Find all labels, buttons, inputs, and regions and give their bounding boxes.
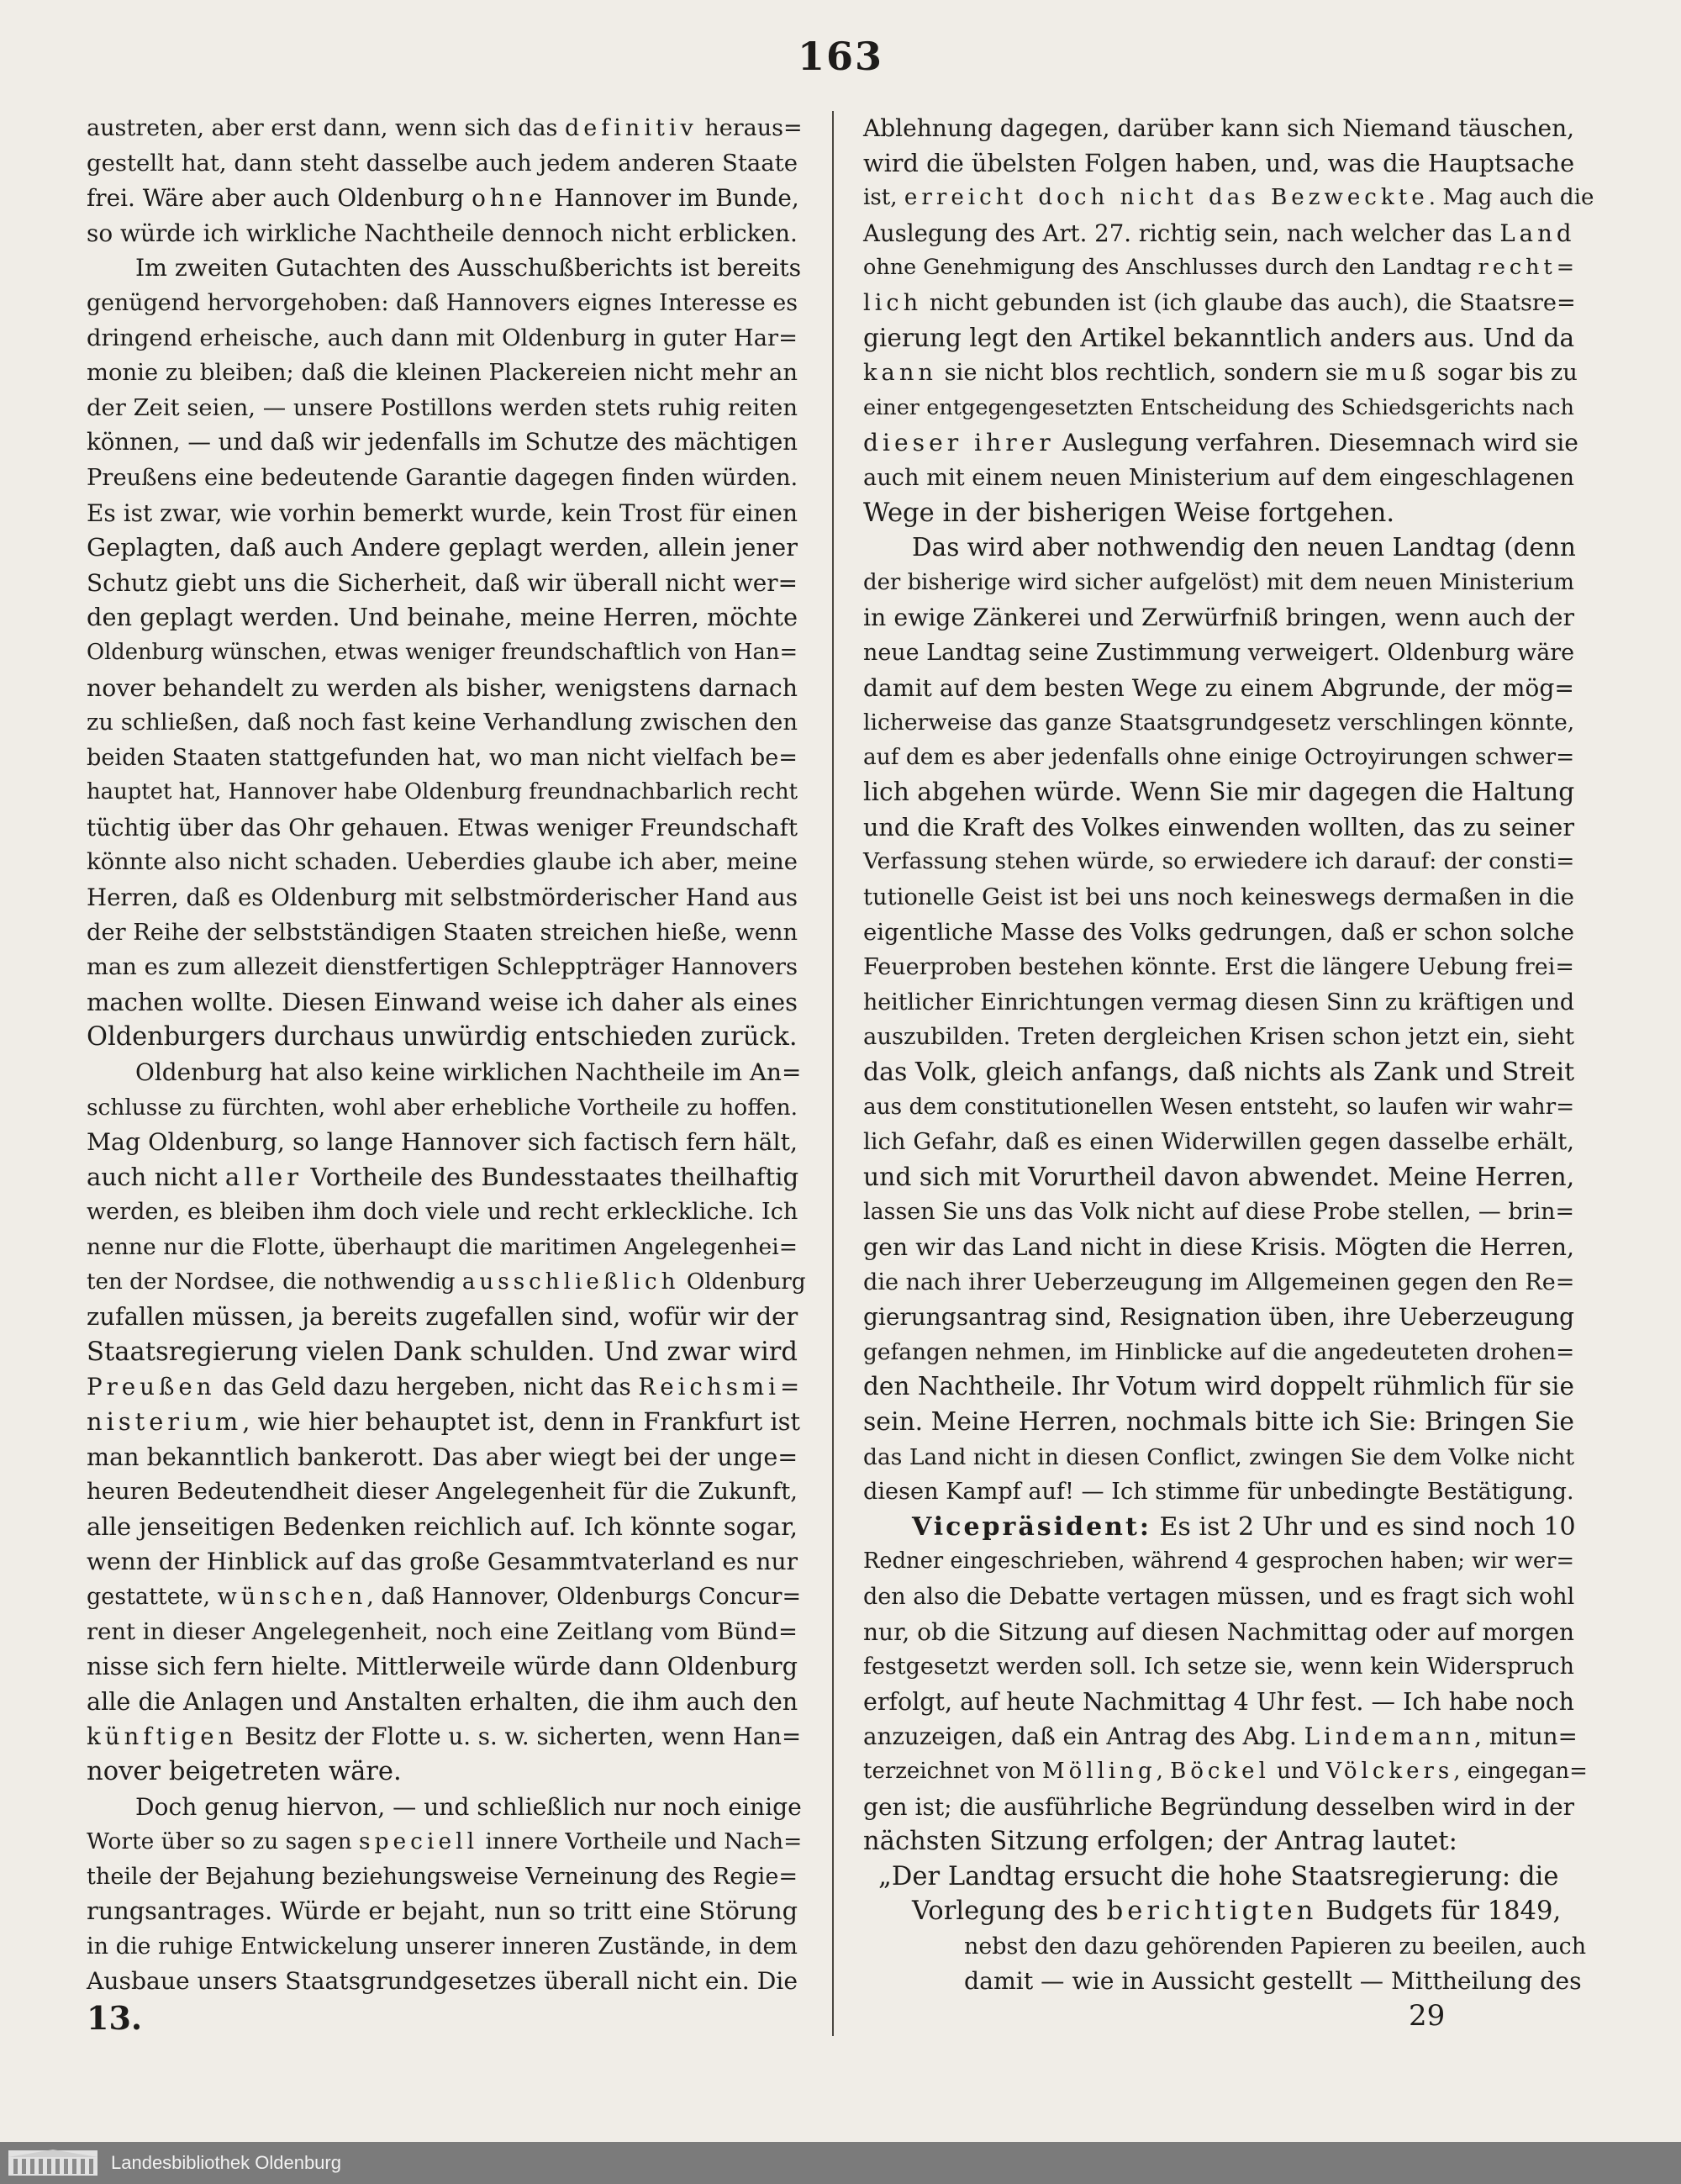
text-line	[863, 845, 1574, 880]
text-run: Staatsregierung vielen Dank schulden. Und zwar wird	[87, 1337, 798, 1367]
text-line	[87, 1300, 798, 1335]
text-line	[863, 286, 1574, 321]
text-line	[863, 600, 1574, 636]
text-run: und sich mit Vorurtheil davon abwendet. Meine Herren,	[863, 1162, 1575, 1192]
text-run: Redner eingeschrieben, während 4 gesprochen haben; wir wer=	[863, 1548, 1574, 1575]
text-run: festgesetzt werden soll. Ich setze sie, wenn kein Widerspruch	[863, 1654, 1574, 1680]
spaced-emphasis: muß	[1365, 360, 1431, 387]
text-line	[87, 775, 798, 810]
text-run: in ewige Zänkerei und Zerwürfniß bringen, wenn auch der	[863, 604, 1574, 632]
text-line	[87, 1265, 806, 1300]
text-run: sogar bis zu	[1430, 360, 1578, 387]
text-run: auch mit einem neuen Ministerium auf dem eingeschlagenen	[863, 464, 1574, 491]
spaced-emphasis: Mölling	[1042, 1758, 1157, 1784]
text-run: sie nicht blos rechtlich, sondern sie	[936, 360, 1366, 387]
text-line	[87, 251, 802, 286]
spaced-emphasis: definitiv	[565, 115, 698, 141]
spaced-emphasis: Lindemann	[1304, 1722, 1475, 1751]
text-line	[87, 1195, 798, 1230]
spaced-emphasis: speciell	[359, 1828, 479, 1855]
text-run: einer entgegengesetzten Entscheidung des Schiedsgerichts nach	[863, 394, 1574, 420]
text-run: Das wird aber nothwendig den neuen Landtag (denn	[912, 533, 1576, 562]
text-line	[87, 1405, 798, 1440]
text-line	[863, 1335, 1574, 1370]
text-run: alle jenseitigen Bedenken reichlich auf. Ich könnte sogar,	[87, 1511, 798, 1541]
text-run: so würde ich wirkliche Nachtheile dennoch nicht erblicken.	[87, 219, 798, 247]
text-line	[863, 1160, 1574, 1195]
text-line	[87, 1790, 802, 1825]
text-run: Doch genug hiervon, — und schließlich nur noch einige	[135, 1792, 802, 1821]
text-run: heraus=	[697, 115, 803, 141]
text-run: heuren Bedeutendheit dieser Angelegenheit für die Zukunft,	[87, 1478, 798, 1506]
speaker-label: Vicepräsident:	[912, 1511, 1151, 1542]
text-line	[87, 845, 798, 880]
text-line	[863, 1860, 1574, 1895]
text-line	[863, 1474, 1574, 1510]
text-line	[863, 1300, 1574, 1335]
text-run: rent in dieser Angelegenheit, noch eine Zeitlang vom Bünd=	[87, 1618, 798, 1645]
text-line	[87, 1544, 798, 1580]
page-number: 163	[797, 34, 884, 79]
text-run: damit auf dem besten Wege zu einem Abgrunde, der mög=	[863, 673, 1574, 702]
text-line	[863, 1230, 1574, 1265]
text-run: frei. Wäre aber auch Oldenburg	[87, 184, 472, 213]
text-run: „Der Landtag ersucht die hohe Staatsregierung: die	[878, 1861, 1559, 1891]
text-line	[863, 1685, 1574, 1720]
text-run: nenne nur die Flotte, überhaupt die maritimen Angelegenhei=	[87, 1234, 798, 1260]
spaced-emphasis: berichtigten	[1106, 1896, 1318, 1927]
spaced-emphasis: Reichsmi=	[638, 1373, 804, 1401]
text-run: Auslegung verfahren. Diesemnach wird sie	[1054, 429, 1578, 457]
text-run: , wie hier behauptet ist, denn in Frankfurt ist	[242, 1406, 800, 1436]
text-run: gefangen nehmen, im Hinblicke auf die angedeuteten drohen=	[863, 1338, 1575, 1365]
text-run: anzuzeigen, daß ein Antrag des Abg.	[863, 1722, 1304, 1751]
text-run: wird die übelsten Folgen haben, und, was die Hauptsache	[863, 148, 1575, 177]
text-line	[863, 1719, 1578, 1754]
text-run: Im zweiten Gutachten des Ausschußberichts ist bereits	[135, 254, 802, 282]
text-run: dringend erheische, auch dann mit Oldenburg in guter Har=	[87, 324, 798, 351]
text-run: monie zu bleiben; daß die kleinen Plackereien nicht mehr an	[87, 360, 798, 387]
text-run: zufallen müssen, ja bereits zugefallen sind, wofür wir der	[87, 1302, 798, 1332]
text-run: , mitun=	[1474, 1722, 1578, 1751]
text-run: , daß Hannover, Oldenburgs Concur=	[366, 1583, 802, 1610]
text-run: Geplagten, daß auch Andere geplagt werden, allein jener	[87, 533, 798, 562]
text-run: gen ist; die ausführliche Begründung desselben wird in der	[863, 1792, 1575, 1821]
text-run: könnte also nicht schaden. Ueberdies glaube ich aber, meine	[87, 849, 798, 876]
text-run: Ausbaue unsers Staatsgrundgesetzes überall nicht ein. Die	[87, 1967, 798, 1996]
text-line	[863, 251, 1579, 286]
text-line	[87, 1964, 798, 1999]
text-run: Oldenburgers durchaus unwürdig entschieden zurück.	[87, 1022, 798, 1052]
spaced-emphasis: ausschließlich	[461, 1269, 680, 1295]
text-line	[863, 1090, 1574, 1126]
text-line	[87, 950, 798, 985]
text-line	[87, 181, 798, 216]
spaced-emphasis: nisterium	[87, 1406, 243, 1436]
text-run: man es zum allezeit dienstfertigen Schleppträger Hannovers	[87, 954, 798, 981]
library-name: Landesbibliothek Oldenburg	[111, 2152, 341, 2173]
text-line	[87, 286, 798, 321]
text-line	[87, 600, 798, 636]
text-run: rungsantrages. Würde er bejaht, nun so tritt eine Störung	[87, 1896, 798, 1926]
text-line	[863, 216, 1574, 251]
text-line	[863, 530, 1574, 566]
text-run: Mag Oldenburg, so lange Hannover sich factisch fern hält,	[87, 1128, 798, 1157]
right-column	[863, 111, 1594, 1999]
text-line	[87, 216, 798, 251]
text-line	[863, 1405, 1574, 1440]
text-run: Hannover im Bunde,	[546, 184, 799, 213]
text-run: der bisherige wird sicher aufgelöst) mit dem neuen Ministerium	[863, 569, 1574, 595]
text-run: Vortheile des Bundesstaates theilhaftig	[303, 1162, 799, 1191]
text-run: die nach ihrer Ueberzeugung im Allgemeinen gegen den Re=	[863, 1269, 1575, 1295]
text-line	[87, 1090, 798, 1126]
text-run: genügend hervorgehoben: daß Hannovers eignes Interesse es	[87, 289, 798, 316]
text-run: gen wir das Land nicht in diese Krisis. Mögten die Herren,	[863, 1233, 1574, 1261]
text-run: gestattete,	[87, 1583, 218, 1610]
text-run: den Nachtheile. Ihr Votum wird doppelt rühmlich für sie	[863, 1372, 1574, 1401]
text-run: aus dem constitutionellen Wesen entsteht, so laufen wir wahr=	[863, 1094, 1575, 1120]
text-line	[87, 985, 798, 1021]
text-run: sein. Meine Herren, nochmals bitte ich Sie: Bringen Sie	[863, 1406, 1574, 1437]
text-line	[87, 391, 798, 426]
text-line	[863, 705, 1574, 741]
text-run: in die ruhige Entwickelung unserer inneren Zustände, in dem	[87, 1933, 798, 1960]
text-line	[87, 915, 798, 951]
text-line	[863, 1544, 1574, 1580]
spaced-emphasis: kann	[863, 360, 937, 387]
text-line	[87, 356, 798, 391]
library-building-icon	[7, 2147, 99, 2179]
text-run: nicht gebunden ist (ich glaube das auch), die Staatsre=	[922, 289, 1576, 316]
spaced-emphasis: aller	[224, 1162, 303, 1191]
text-run: licherweise das ganze Staatsgrundgesetz verschlingen könnte,	[863, 710, 1575, 736]
text-run: Schutz giebt uns die Sicherheit, daß wir überall nicht wer=	[87, 568, 798, 597]
text-run: Auslegung des Art. 27. richtig sein, nach welcher das	[863, 219, 1500, 247]
text-run: austreten, aber erst dann, wenn sich das	[87, 115, 565, 141]
signature-mark-right: 29	[1409, 1999, 1446, 2033]
text-line	[863, 1964, 1582, 1999]
text-line	[863, 1440, 1574, 1475]
text-line	[87, 1719, 802, 1754]
text-run: auch nicht	[87, 1162, 225, 1191]
text-line	[863, 985, 1574, 1021]
text-line	[87, 530, 798, 566]
text-line	[863, 1824, 1574, 1860]
text-line	[87, 1125, 798, 1160]
text-run: Oldenburg wünschen, etwas weniger freundschaftlich von Han=	[87, 639, 798, 665]
text-run: damit — wie in Aussicht gestellt — Mittheilung des	[964, 1967, 1582, 1996]
text-line	[863, 1020, 1574, 1055]
text-run: zu schließen, daß noch fast keine Verhandlung zwischen den	[87, 710, 798, 736]
text-line	[863, 1790, 1574, 1825]
text-line	[87, 1474, 798, 1510]
text-run: hauptet hat, Hannover habe Oldenburg freundnachbarlich recht	[87, 779, 798, 805]
text-run: ist,	[863, 185, 904, 211]
text-line	[863, 1510, 1574, 1545]
text-run: Oldenburg	[679, 1269, 806, 1295]
text-line	[863, 1055, 1574, 1090]
text-line	[863, 1580, 1574, 1615]
text-run: Es ist zwar, wie vorhin bemerkt wurde, kein Trost für einen	[87, 499, 798, 527]
text-run: gierung legt den Artikel bekanntlich anders aus. Und da	[863, 323, 1575, 352]
text-run: alle die Anlagen und Anstalten erhalten, die ihm auch den	[87, 1686, 798, 1716]
text-line	[87, 1615, 798, 1650]
text-run: nover beigetreten wäre.	[87, 1756, 402, 1786]
column-divider	[832, 111, 834, 2036]
spaced-emphasis: erreicht doch nicht das Bezweckte	[904, 185, 1429, 211]
text-line	[863, 915, 1574, 951]
text-line	[863, 461, 1574, 496]
text-run: machen wollte. Diesen Einwand weise ich daher als eines	[87, 987, 798, 1016]
text-line	[863, 1125, 1574, 1160]
text-run: tutionelle Geist ist bei uns noch keineswegs dermaßen in die	[863, 884, 1574, 911]
text-run: erfolgt, auf heute Nachmittag 4 Uhr fest. — Ich habe noch	[863, 1687, 1575, 1716]
text-line	[87, 1055, 802, 1090]
text-run: Vorlegung des	[912, 1896, 1107, 1927]
text-line	[87, 496, 798, 531]
text-line	[863, 741, 1574, 776]
spaced-emphasis: recht=	[1478, 255, 1579, 281]
text-run: beiden Staaten stattgefunden hat, wo man nicht vielfach be=	[87, 744, 798, 771]
text-run: Preußens eine bedeutende Garantie dagegen finden würden.	[87, 464, 798, 491]
text-run: Budgets für 1849,	[1317, 1896, 1562, 1927]
text-run: . Mag auch die	[1428, 185, 1594, 211]
text-line	[87, 1160, 798, 1195]
text-line	[87, 1649, 798, 1685]
text-run: der Zeit seien, — unsere Postillons werden stets ruhig reiten	[87, 394, 798, 421]
text-run: Es ist 2 Uhr und es sind noch 10	[1151, 1511, 1576, 1542]
text-line	[863, 111, 1574, 146]
text-line	[863, 181, 1594, 216]
text-line	[87, 1335, 798, 1370]
text-run: nover behandelt zu werden als bisher, wenigstens darnach	[87, 673, 798, 702]
text-run: heitlicher Einrichtungen vermag diesen Sinn zu kräftigen und	[863, 989, 1575, 1016]
text-line	[87, 1929, 798, 1965]
text-line	[863, 566, 1574, 601]
text-line	[87, 1020, 798, 1055]
text-run: nebst den dazu gehörenden Papieren zu beeilen, auch	[964, 1933, 1587, 1960]
text-run: das Geld dazu hergeben, nicht das	[215, 1373, 639, 1401]
text-line	[863, 1649, 1574, 1685]
text-run: das Volk, gleich anfangs, daß nichts als Zank und Streit	[863, 1058, 1575, 1088]
text-line	[87, 1369, 804, 1405]
text-run: nur, ob die Sitzung auf diesen Nachmittag oder auf morgen	[863, 1617, 1574, 1646]
text-run: gestellt hat, dann steht dasselbe auch jedem anderen Staate	[87, 149, 798, 177]
spaced-emphasis: Böckel	[1170, 1758, 1270, 1784]
text-run: diesen Kampf auf! — Ich stimme für unbedingte Bestätigung.	[863, 1479, 1574, 1506]
library-footer	[0, 2142, 1681, 2184]
text-line	[863, 950, 1574, 985]
text-line	[863, 636, 1574, 671]
spaced-emphasis: künftigen	[87, 1722, 238, 1751]
text-line	[87, 636, 798, 671]
text-line	[87, 1860, 798, 1895]
text-line	[87, 146, 798, 182]
text-line	[863, 1754, 1588, 1790]
text-line	[87, 566, 798, 601]
text-run: Verfassung stehen würde, so erwiedere ich darauf: der consti=	[863, 849, 1575, 875]
text-run: lassen Sie uns das Volk nicht auf diese Probe stellen, — brin=	[863, 1199, 1574, 1226]
text-run: Oldenburg hat also keine wirklichen Nachtheile im An=	[135, 1058, 802, 1087]
text-run: gierungsantrag sind, Resignation üben, ihre Ueberzeugung	[863, 1303, 1574, 1332]
text-line	[863, 671, 1574, 706]
text-run: auszubilden. Treten dergleichen Krisen schon jetzt ein, sieht	[863, 1024, 1574, 1051]
text-run: tüchtig über das Ohr gehauen. Etwas weniger Freundschaft	[87, 813, 798, 841]
text-run: Herren, daß es Oldenburg mit selbstmörderischer Hand aus	[87, 884, 798, 912]
text-line	[87, 1230, 798, 1265]
text-line	[87, 1824, 803, 1860]
left-column	[87, 111, 806, 1999]
text-line	[863, 1265, 1574, 1300]
text-line	[87, 1894, 798, 1929]
text-run: Feuerproben bestehen könnte. Erst die längere Uebung frei=	[863, 954, 1574, 981]
text-line	[863, 1615, 1574, 1650]
spaced-emphasis: Land	[1499, 219, 1576, 247]
text-run: nächsten Sitzung erfolgen; der Antrag lautet:	[863, 1827, 1457, 1857]
text-line	[87, 810, 798, 846]
text-line	[87, 1580, 802, 1615]
text-line	[87, 741, 798, 776]
text-line	[863, 1195, 1574, 1230]
text-line	[863, 321, 1574, 356]
spaced-emphasis: Preußen	[87, 1373, 216, 1401]
spaced-emphasis: Völckers	[1325, 1758, 1454, 1784]
text-line	[863, 1894, 1574, 1929]
text-line	[863, 810, 1574, 846]
text-line	[863, 391, 1574, 426]
text-line	[863, 496, 1574, 531]
text-line	[87, 111, 803, 146]
text-line	[87, 1440, 798, 1475]
text-run: auf dem es aber jedenfalls ohne einige Octroyirungen schwer=	[863, 744, 1575, 770]
signature-mark-left: 13.	[87, 1999, 143, 2037]
text-line	[87, 461, 798, 496]
text-run: das Land nicht in diesen Conflict, zwingen Sie dem Volke nicht	[863, 1443, 1574, 1470]
text-run: terzeichnet von	[863, 1758, 1043, 1784]
text-run: Worte über so zu sagen	[87, 1828, 360, 1855]
text-line	[863, 146, 1574, 182]
spaced-emphasis: dieser ihrer	[863, 429, 1055, 457]
text-run: theile der Bejahung beziehungsweise Verneinung des Regie=	[87, 1863, 798, 1890]
text-run: Ablehnung dagegen, darüber kann sich Niemand täuschen,	[863, 114, 1575, 142]
text-line	[863, 775, 1574, 810]
text-run: Wege in der bisherigen Weise fortgehen.	[863, 498, 1395, 528]
text-run: und	[1269, 1758, 1326, 1784]
spaced-emphasis: ohne	[472, 184, 547, 213]
text-run: eigentliche Masse des Volks gedrungen, daß er schon solche	[863, 919, 1574, 946]
text-run: ten der Nordsee, die nothwendig	[87, 1269, 462, 1295]
text-run: innere Vortheile und Nach=	[478, 1828, 803, 1855]
text-run: Besitz der Flotte u. s. w. sicherten, wenn Han=	[237, 1722, 802, 1751]
text-run: ,	[1156, 1758, 1171, 1784]
text-run: lich abgehen würde. Wenn Sie mir dagegen die Haltung	[863, 778, 1575, 808]
text-run: lich Gefahr, daß es einen Widerwillen gegen dasselbe erhält,	[863, 1129, 1574, 1156]
text-line	[87, 1685, 798, 1720]
text-line	[863, 1369, 1574, 1405]
text-run: schlusse zu fürchten, wohl aber erhebliche Vortheile zu hoffen.	[87, 1094, 798, 1121]
text-run: nisse sich fern hielte. Mittlerweile würde dann Oldenburg	[87, 1652, 798, 1681]
text-line	[863, 880, 1574, 915]
text-line	[87, 321, 798, 356]
text-run: ohne Genehmigung des Anschlusses durch den Landtag	[863, 255, 1478, 281]
text-line	[863, 425, 1578, 461]
text-run: und die Kraft des Volkes einwenden wollten, das zu seiner	[863, 812, 1574, 841]
text-line	[863, 356, 1578, 391]
text-line	[87, 1510, 798, 1545]
spaced-emphasis: wünschen	[217, 1583, 367, 1610]
text-run: neue Landtag seine Zustimmung verweigert. Oldenburg wäre	[863, 639, 1575, 666]
text-line	[863, 1929, 1587, 1965]
text-run: können, — und daß wir jedenfalls im Schutze des mächtigen	[87, 429, 798, 456]
spaced-emphasis: lich	[863, 289, 923, 316]
text-line	[87, 1754, 798, 1790]
text-line	[87, 705, 798, 741]
text-line	[87, 880, 798, 915]
text-run: den geplagt werden. Und beinahe, meine Herren, möchte	[87, 603, 798, 632]
text-run: wenn der Hinblick auf das große Gesammtvaterland es nur	[87, 1548, 798, 1576]
text-line	[87, 671, 798, 706]
text-run: der Reihe der selbstständigen Staaten streichen hieße, wenn	[87, 919, 798, 946]
text-run: werden, es bleiben ihm doch viele und recht erkleckliche. Ich	[87, 1199, 798, 1226]
text-run: man bekanntlich bankerott. Das aber wiegt bei der unge=	[87, 1442, 798, 1471]
text-run: den also die Debatte vertagen müssen, und es fragt sich wohl	[863, 1583, 1575, 1610]
text-line	[87, 425, 798, 461]
text-run: , eingegan=	[1453, 1758, 1588, 1784]
